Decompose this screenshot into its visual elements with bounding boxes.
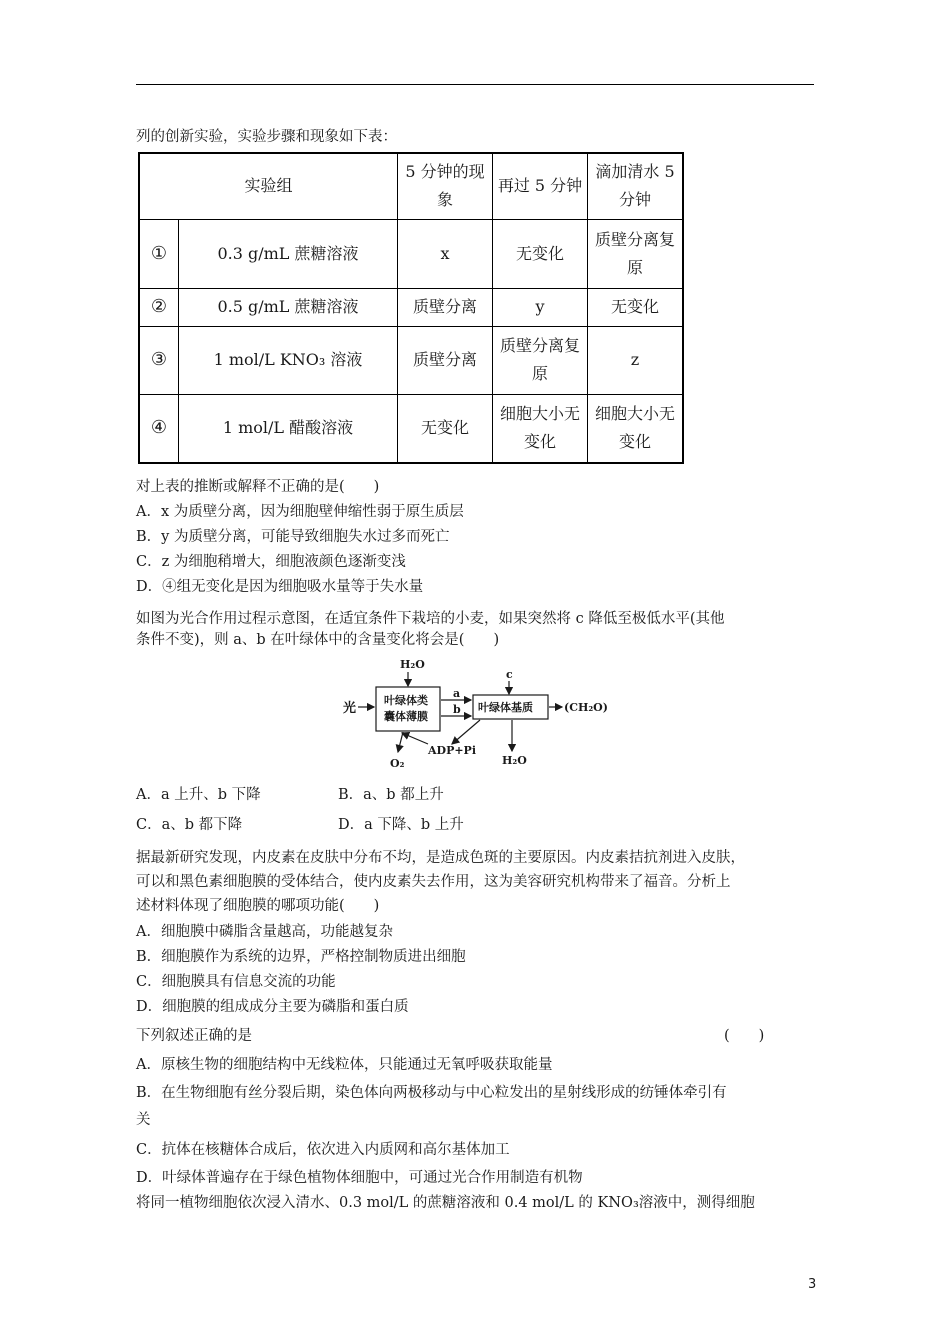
row-cell: 无变化: [398, 394, 493, 463]
table-row: [139, 394, 683, 463]
q4-option-d: D．叶绿体普遍存在于绿色植物体细胞中，可通过光合作用制造有机物: [136, 1170, 583, 1186]
q1-option-a: A．x 为质壁分离，因为细胞壁伸缩性弱于原生质层: [136, 504, 464, 520]
page-number: 3: [808, 1277, 817, 1292]
row-cell: 质壁分离: [398, 326, 493, 394]
q1-option-b: B．y 为质壁分离，可能导致细胞失水过多而死亡: [136, 529, 450, 545]
q1-stem: 对上表的推断或解释不正确的是( ): [136, 479, 380, 495]
q3-stem-line1: 据最新研究发现，内皮素在皮肤中分布不均，是造成色斑的主要原因。内皮素拮抗剂进入皮肤，: [136, 850, 745, 866]
q4-option-b: B．在生物细胞有丝分裂后期，染色体向两极移动与中心粒发出的星射线形成的纺锤体牵引有: [136, 1085, 727, 1101]
row-cell: x: [398, 219, 493, 288]
row-number: ③: [139, 326, 179, 394]
row-number: ①: [139, 219, 179, 288]
q4-answer-paren: ( ): [724, 1028, 765, 1044]
photosynthesis-diagram: [340, 656, 610, 774]
row-solution: 1 mol/L KNO₃ 溶液: [179, 326, 398, 394]
adp-arrow-in: [452, 720, 480, 744]
o2-label: O₂: [390, 757, 405, 770]
header-water-5min: 滴加清水 5 分钟: [588, 153, 684, 219]
o2-arrow: [398, 732, 403, 752]
q4-stem: 下列叙述正确的是: [136, 1028, 252, 1044]
q3-option-a: A．细胞膜中磷脂含量越高，功能越复杂: [136, 924, 393, 940]
stroma-label: 叶绿体基质: [478, 701, 533, 714]
q5-line: 将同一植物细胞依次浸入清水、0.3 mol/L 的蔗糖溶液和 0.4 mol/L 的 KNO₃溶液中，测得细胞: [136, 1195, 755, 1211]
row-solution: 1 mol/L 醋酸溶液: [179, 394, 398, 463]
row-cell: 细胞大小无变化: [588, 394, 684, 463]
q4-option-c: C．抗体在核糖体合成后，依次进入内质网和高尔基体加工: [136, 1142, 510, 1158]
q3-option-c: C．细胞膜具有信息交流的功能: [136, 974, 336, 990]
b-label: b: [453, 703, 461, 716]
row-cell: 细胞大小无变化: [493, 394, 588, 463]
ch2o-label: (CH₂O): [564, 701, 608, 714]
light-label: 光: [343, 701, 357, 716]
a-label: a: [453, 687, 461, 700]
q2-stem-line1: 如图为光合作用过程示意图，在适宜条件下栽培的小麦，如果突然将 c 降低至极低水平(其他: [136, 611, 725, 627]
q2-option-a: A．a 上升、b 下降: [136, 787, 261, 803]
h2o-out-label: H₂O: [502, 754, 527, 767]
q2-option-b: B．a、b 都上升: [338, 787, 444, 803]
thylakoid-label-1: 叶绿体类: [384, 694, 428, 707]
table-row: [139, 326, 683, 394]
intro-line: 列的创新实验，实验步骤和现象如下表：: [136, 129, 397, 145]
q2-option-d: D．a 下降、b 上升: [338, 817, 464, 833]
q1-option-d: D．④组无变化是因为细胞吸水量等于失水量: [136, 579, 424, 595]
thylakoid-label-2: 囊体薄膜: [384, 710, 428, 723]
q2-option-c: C．a、b 都下降: [136, 817, 243, 833]
q3-option-d: D．细胞膜的组成成分主要为磷脂和蛋白质: [136, 999, 409, 1015]
row-solution: 0.5 g/mL 蔗糖溶液: [179, 288, 398, 326]
row-cell: 无变化: [493, 219, 588, 288]
header-another-5min: 再过 5 分钟: [493, 153, 588, 219]
q1-option-c: C．z 为细胞稍增大，细胞液颜色逐渐变浅: [136, 554, 406, 570]
row-solution: 0.3 g/mL 蔗糖溶液: [179, 219, 398, 288]
row-cell: z: [588, 326, 684, 394]
h2o-in-label: H₂O: [400, 658, 425, 671]
header-group: 实验组: [139, 153, 398, 219]
row-cell: y: [493, 288, 588, 326]
q2-stem-line2: 条件不变)，则 a、b 在叶绿体中的含量变化将会是( ): [136, 632, 500, 648]
q4-option-a: A．原核生物的细胞结构中无线粒体，只能通过无氧呼吸获取能量: [136, 1057, 553, 1073]
adp-label: ADP+Pi: [428, 744, 477, 757]
header-rule: [136, 84, 814, 85]
table-row: [139, 219, 683, 288]
q4-option-b-cont: 关: [136, 1112, 151, 1128]
experiment-table: [138, 152, 684, 464]
adp-arrow-out: [402, 733, 428, 744]
table-row: [139, 288, 683, 326]
row-cell: 无变化: [588, 288, 684, 326]
q3-stem-line3: 述材料体现了细胞膜的哪项功能( ): [136, 898, 380, 914]
row-number: ②: [139, 288, 179, 326]
row-cell: 质壁分离复原: [493, 326, 588, 394]
header-5min: 5 分钟的现象: [398, 153, 493, 219]
q3-stem-line2: 可以和黑色素细胞膜的受体结合，使内皮素失去作用，这为美容研究机构带来了福音。分析上: [136, 874, 731, 890]
row-cell: 质壁分离: [398, 288, 493, 326]
c-label: c: [506, 668, 513, 681]
row-number: ④: [139, 394, 179, 463]
q3-option-b: B．细胞膜作为系统的边界，严格控制物质进出细胞: [136, 949, 466, 965]
row-cell: 质壁分离复原: [588, 219, 684, 288]
